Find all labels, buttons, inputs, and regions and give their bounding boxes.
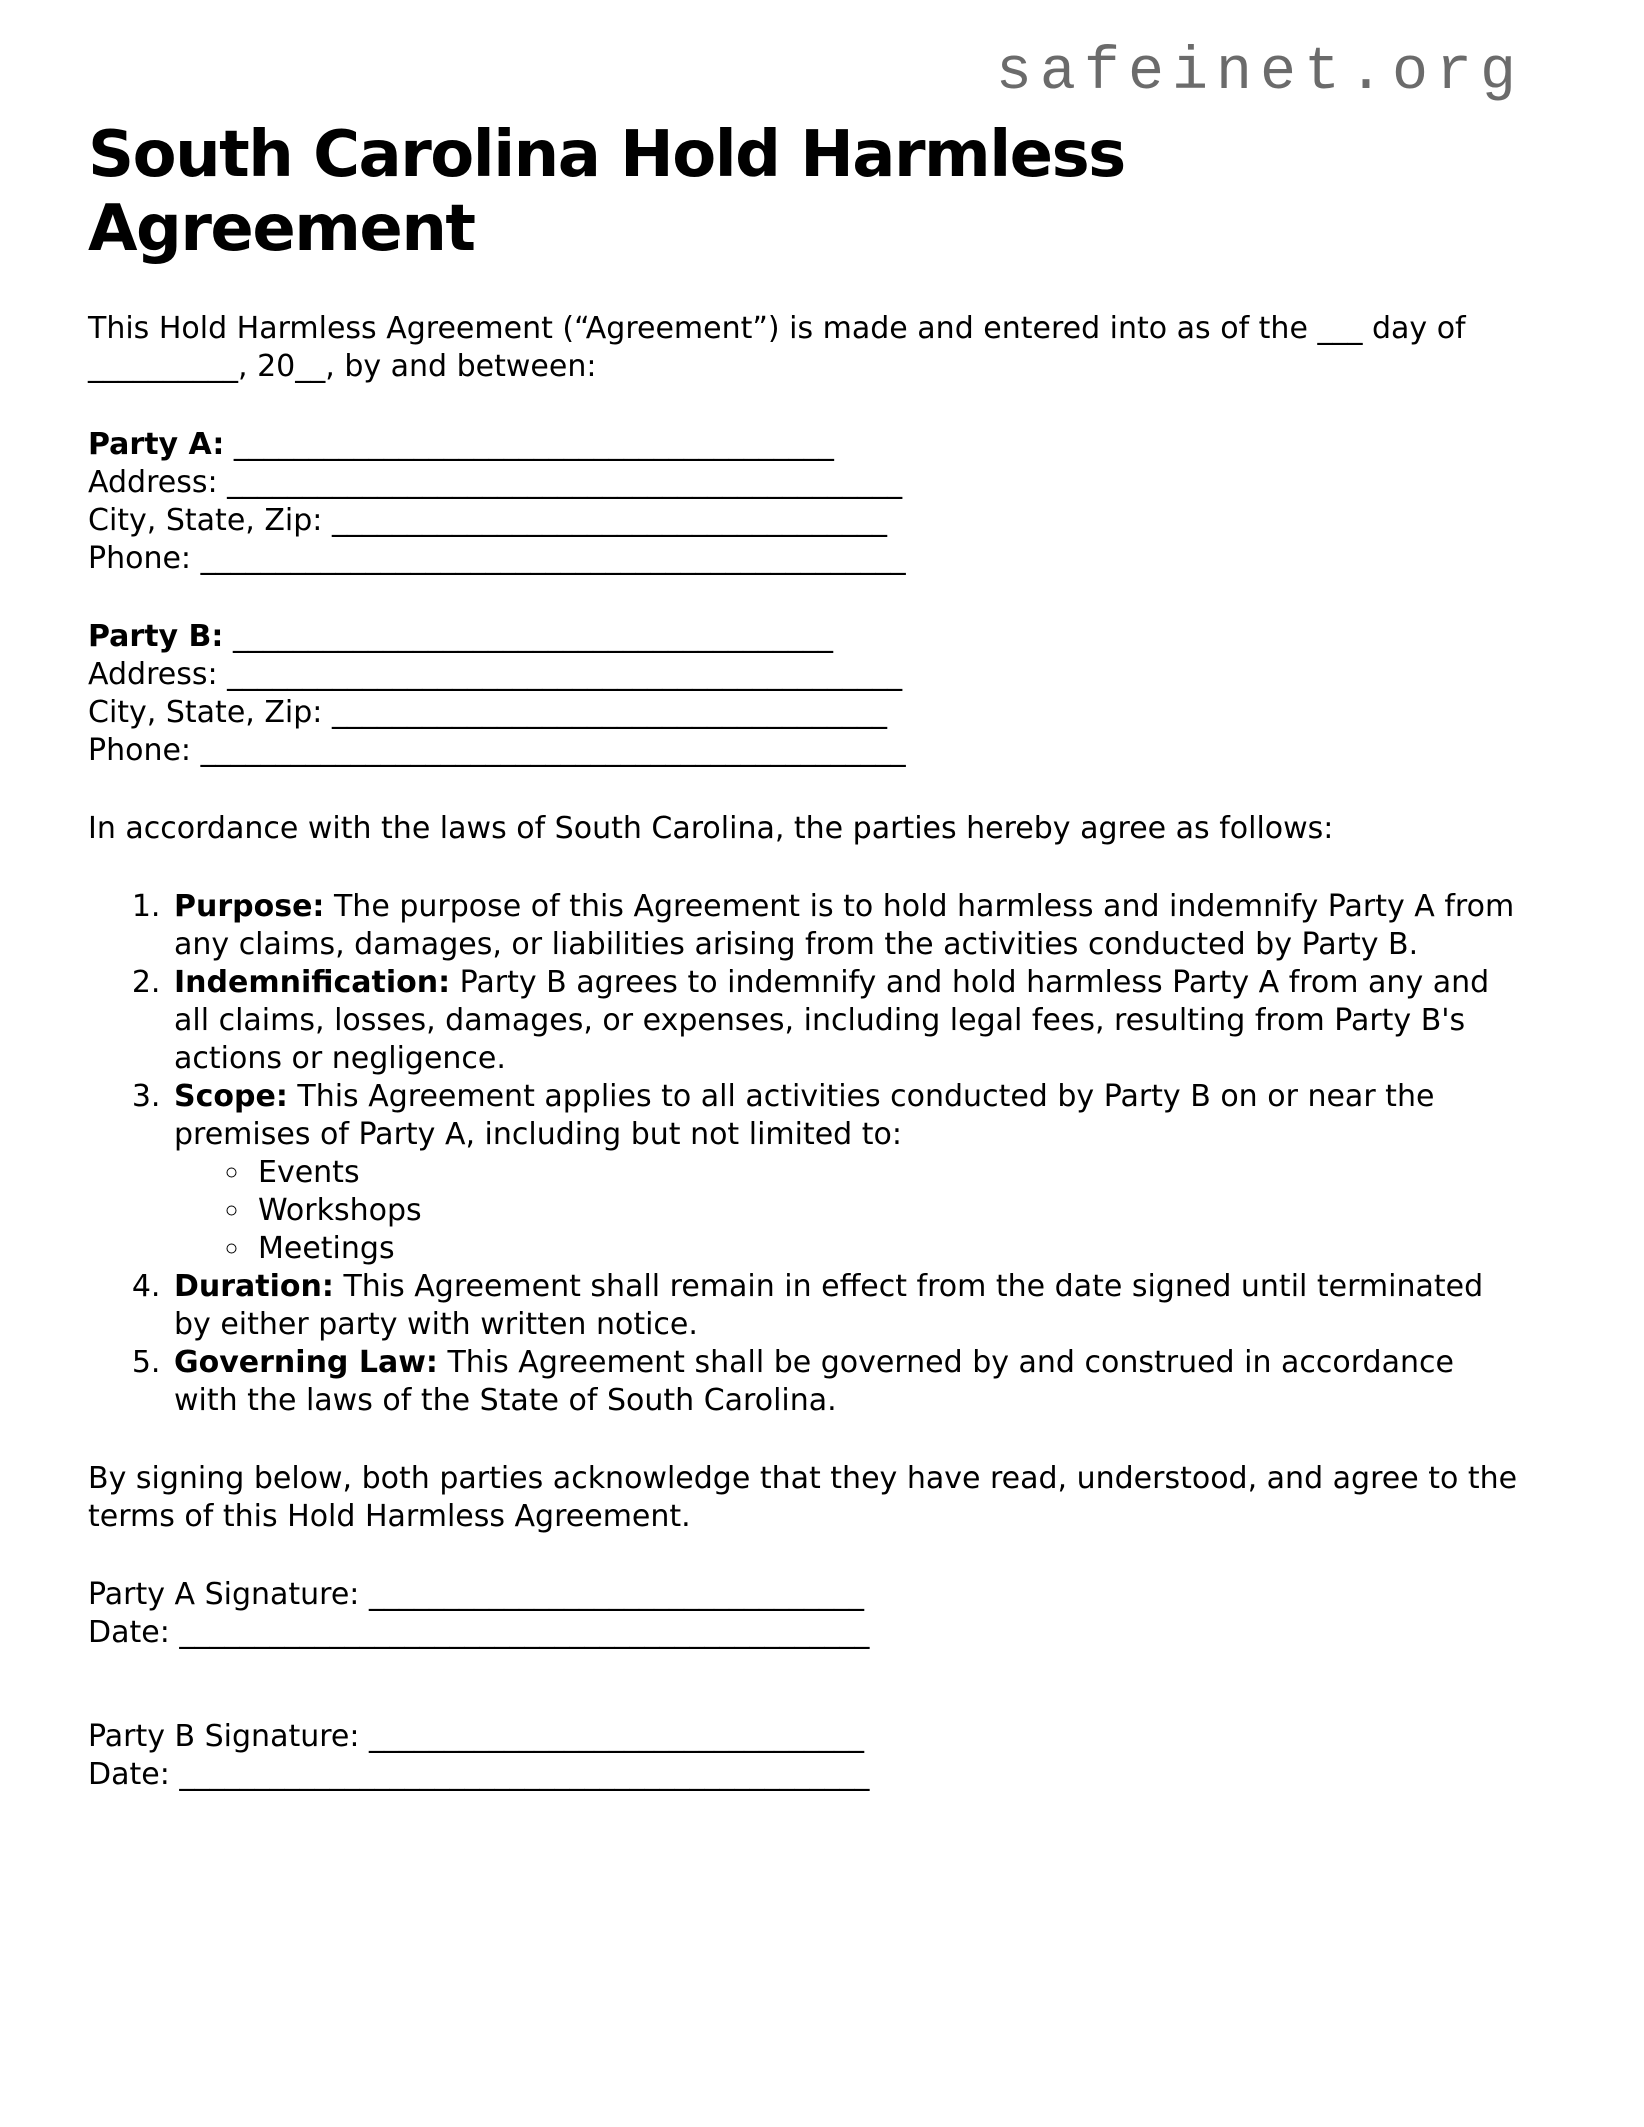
clause-indemnification <box>170 964 1524 1078</box>
site-logo: safeinet.org <box>995 39 1524 107</box>
party-a-phone-label: Phone: <box>88 541 192 576</box>
party-b-address-blank: _____________________________________________ <box>227 657 903 692</box>
party-b-signature-block <box>88 1718 1524 1794</box>
party-a-name-blank: ________________________________________ <box>233 427 834 462</box>
party-b-phone-line <box>88 732 1524 770</box>
intro-paragraph: This Hold Harmless Agreement (“Agreement”) is made and entered into as of the ___ day of __________, 20__, by and between: <box>88 311 1466 384</box>
party-b-address-line <box>88 656 1524 694</box>
party-a-name-line <box>88 426 1524 464</box>
party-a-date-blank: ______________________________________________ <box>179 1615 870 1650</box>
party-b-date-blank: ______________________________________________ <box>179 1757 870 1792</box>
clause-scope-text: This Agreement applies to all activities conducted by Party B on or near the premises of Party A, including but not limited to: <box>174 1079 1435 1152</box>
clause-scope <box>170 1078 1524 1268</box>
party-b-city-blank: _____________________________________ <box>331 695 887 730</box>
scope-subitem-meetings: ◦ Meetings <box>252 1230 1524 1268</box>
clause-scope-label: Scope: <box>174 1079 288 1114</box>
party-a-phone-blank: _______________________________________________ <box>200 541 906 576</box>
clause-duration <box>170 1268 1524 1344</box>
party-a-signature-block <box>88 1576 1524 1652</box>
party-b-signature-line <box>88 1718 1524 1756</box>
party-b-signature-blank: _________________________________ <box>369 1719 865 1754</box>
party-a-block <box>88 426 1524 578</box>
clause-governing-law <box>170 1344 1524 1420</box>
clause-duration-text: This Agreement shall remain in effect from the date signed until terminated by either party with written notice. <box>174 1269 1484 1342</box>
clause-indemnification-label: Indemnification: <box>174 965 451 1000</box>
party-b-date-line <box>88 1756 1524 1794</box>
clause-governing-law-label: Governing Law: <box>174 1345 438 1380</box>
party-a-date-label: Date: <box>88 1615 170 1650</box>
party-a-city-blank: _____________________________________ <box>331 503 887 538</box>
party-a-address-line <box>88 464 1524 502</box>
clause-purpose-text: The purpose of this Agreement is to hold harmless and indemnify Party A from any claims, damages, or liabilities arising from the activities conducted by Party B. <box>174 889 1515 962</box>
clause-duration-label: Duration: <box>174 1269 334 1304</box>
party-b-block <box>88 618 1524 770</box>
party-a-address-label: Address: <box>88 465 218 500</box>
clause-indemnification-text: Party B agrees to indemnify and hold harmless Party A from any and all claims, losses, damages, or expenses, including legal fees, resulting from Party B's actions or negligence. <box>174 965 1490 1076</box>
party-b-signature-label: Party B Signature: <box>88 1719 360 1754</box>
party-b-phone-blank: _______________________________________________ <box>200 733 906 768</box>
clause-purpose-label: Purpose: <box>174 889 325 924</box>
scope-subitem-events: ◦ Events <box>252 1154 1524 1192</box>
party-a-city-line <box>88 502 1524 540</box>
scope-subitem-workshops: ◦ Workshops <box>252 1192 1524 1230</box>
clause-purpose <box>170 888 1524 964</box>
party-a-date-line <box>88 1614 1524 1652</box>
party-a-signature-line <box>88 1576 1524 1614</box>
party-a-city-label: City, State, Zip: <box>88 503 323 538</box>
accordance-paragraph: In accordance with the laws of South Carolina, the parties hereby agree as follows: <box>88 811 1334 846</box>
party-b-city-label: City, State, Zip: <box>88 695 323 730</box>
party-b-label: Party B: <box>88 619 224 654</box>
party-b-city-line <box>88 694 1524 732</box>
clause-governing-law-text: This Agreement shall be governed by and construed in accordance with the laws of the State of South Carolina. <box>174 1345 1454 1418</box>
clauses-list <box>88 888 1524 1420</box>
party-b-date-label: Date: <box>88 1757 170 1792</box>
party-a-signature-label: Party A Signature: <box>88 1577 360 1612</box>
party-a-signature-blank: _________________________________ <box>368 1577 864 1612</box>
scope-sublist <box>174 1154 1524 1268</box>
party-b-phone-label: Phone: <box>88 733 192 768</box>
party-a-phone-line <box>88 540 1524 578</box>
party-a-label: Party A: <box>88 427 225 462</box>
document-title: South Carolina Hold Harmless Agreement <box>88 118 1125 266</box>
party-b-name-line <box>88 618 1524 656</box>
party-b-address-label: Address: <box>88 657 218 692</box>
party-a-address-blank: _____________________________________________ <box>227 465 903 500</box>
party-b-name-blank: ________________________________________ <box>232 619 833 654</box>
closing-paragraph: By signing below, both parties acknowledge that they have read, understood, and agree to the terms of this Hold Harmless Agreement. <box>88 1461 1518 1534</box>
